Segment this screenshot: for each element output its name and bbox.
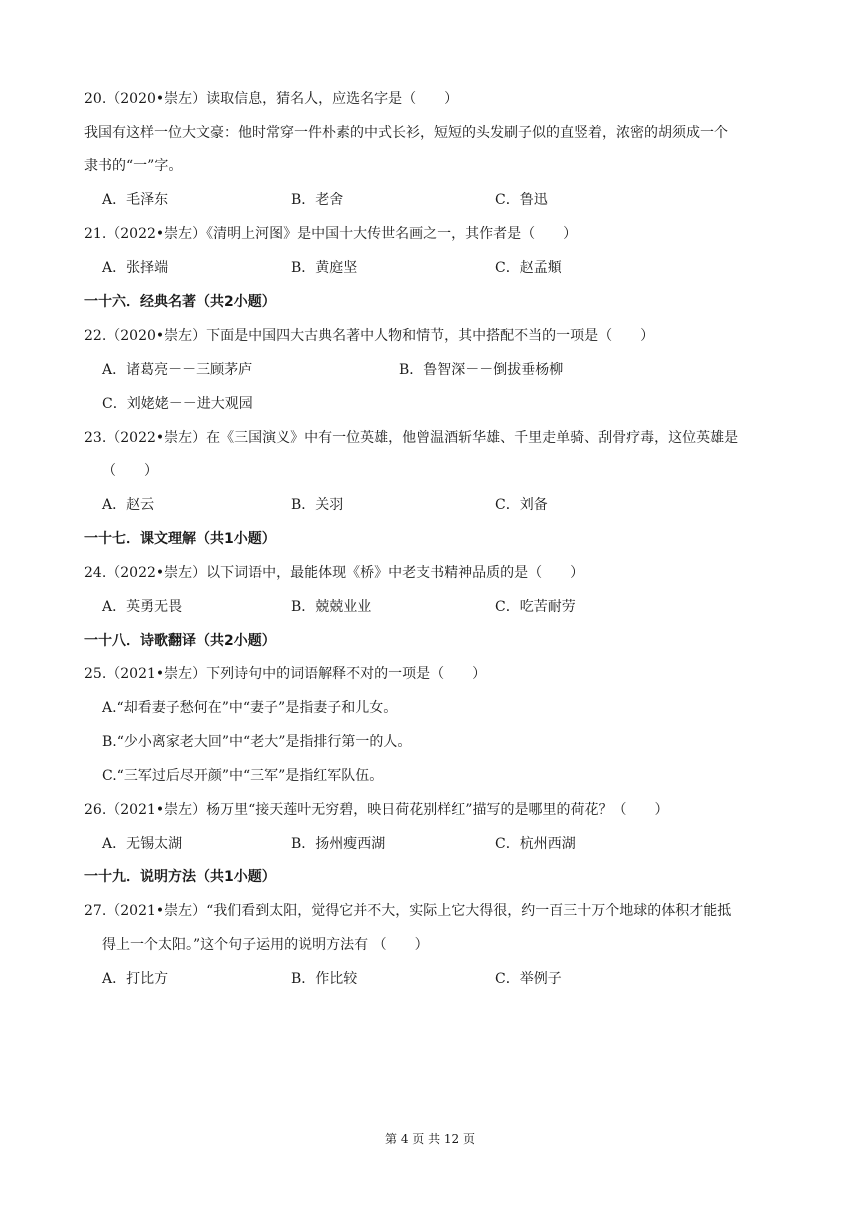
q21-option-b: B．黄庭坚 — [291, 260, 358, 276]
q20-option-a: A．毛泽东 — [102, 192, 169, 208]
q23-stem: 23.（2022•崇左）在《三国演义》中有一位英雄，他曾温酒斩华雄、千里走单骑、刮骨疗毒，这位英雄是 — [84, 430, 739, 446]
section-heading-16: 一十六．经典名著（共2小题） — [84, 294, 276, 310]
q21-option-c: C．赵孟頫 — [495, 260, 562, 276]
q20-text-line1: 我国有这样一位大文豪：他时常穿一件朴素的中式长衫，短短的头发刷子似的直竖着，浓密的胡须成一个 — [84, 125, 728, 141]
q21-option-a: A．张择端 — [102, 260, 169, 276]
q23-stem-blank: （ ） — [102, 463, 158, 479]
q25-option-a: A.“却看妻子愁何在”中“妻子”是指妻子和儿女。 — [102, 700, 398, 716]
q20-stem: 20.（2020•崇左）读取信息，猜名人，应选名字是（ ） — [84, 91, 459, 107]
q22-option-b: B．鲁智深－－倒拔垂杨柳 — [399, 362, 564, 378]
q20-option-c: C．鲁迅 — [495, 192, 548, 208]
q20-option-b: B．老舍 — [291, 192, 344, 208]
q24-option-c: C．吃苦耐劳 — [495, 599, 576, 615]
q26-option-b: B．扬州瘦西湖 — [291, 836, 386, 852]
q27-option-b: B．作比较 — [291, 971, 358, 987]
q26-stem: 26.（2021•崇左）杨万里“接天莲叶无穷碧，映日荷花别样红”描写的是哪里的荷花？（ ） — [84, 802, 669, 818]
q22-option-c: C．刘姥姥－－进大观园 — [102, 396, 253, 412]
q21-stem: 21.（2022•崇左）《清明上河图》是中国十大传世名画之一，其作者是（ ） — [84, 226, 578, 242]
q26-option-c: C．杭州西湖 — [495, 836, 576, 852]
q20-text-line2: 隶书的“一”字。 — [84, 158, 183, 174]
q23-option-a: A．赵云 — [102, 497, 155, 513]
section-heading-19: 一十九．说明方法（共1小题） — [84, 869, 276, 885]
section-heading-18: 一十八．诗歌翻译（共2小题） — [84, 633, 276, 649]
q22-stem: 22.（2020•崇左）下面是中国四大古典名著中人物和情节，其中搭配不当的一项是（ ） — [84, 328, 655, 344]
q24-option-a: A．英勇无畏 — [102, 599, 183, 615]
q22-option-a: A．诸葛亮－－三顾茅庐 — [102, 362, 253, 378]
q26-option-a: A．无锡太湖 — [102, 836, 183, 852]
q25-option-c: C.“三军过后尽开颜”中“三军”是指红军队伍。 — [102, 768, 384, 784]
q25-stem: 25.（2021•崇左）下列诗句中的词语解释不对的一项是（ ） — [84, 666, 487, 682]
q27-stem-line2: 得上一个太阳。”这个句子运用的说明方法有 （ ） — [102, 937, 429, 953]
q24-option-b: B．兢兢业业 — [291, 599, 372, 615]
q27-option-a: A．打比方 — [102, 971, 169, 987]
q27-option-c: C．举例子 — [495, 971, 562, 987]
q25-option-b: B.“少小离家老大回”中“老大”是指排行第一的人。 — [102, 734, 412, 750]
q23-option-b: B．关羽 — [291, 497, 344, 513]
q24-stem: 24.（2022•崇左）以下词语中，最能体现《桥》中老支书精神品质的是（ ） — [84, 565, 585, 581]
section-heading-17: 一十七．课文理解（共1小题） — [84, 531, 276, 547]
q27-stem: 27.（2021•崇左）“我们看到太阳，觉得它并不大，实际上它大得很，约一百三十万个地球的体积才能抵 — [84, 903, 732, 919]
page-number-footer: 第 4 页 共 12 页 — [385, 1132, 475, 1146]
q23-option-c: C．刘备 — [495, 497, 548, 513]
